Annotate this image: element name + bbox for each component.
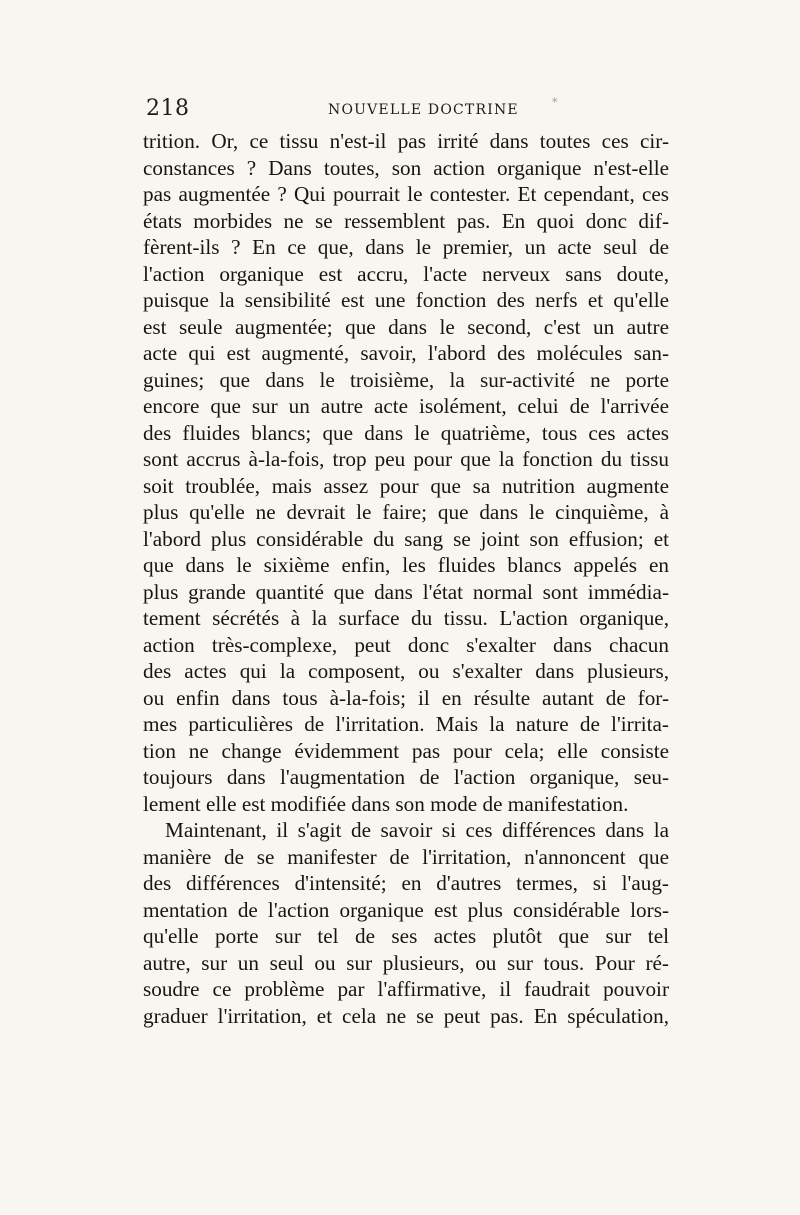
text-line: tement sécrétés à la surface du tissu. L'action organique,	[143, 606, 669, 630]
text-line: que dans le sixième enfin, les fluides blancs appelés en	[143, 553, 669, 577]
text-line: guines; que dans le troisième, la sur-activité ne porte	[143, 367, 669, 392]
text-line: fèrent-ils ? En ce que, dans le premier, un acte seul de	[143, 235, 669, 259]
text-line: constances ? Dans toutes, son action organique n'est-elle	[143, 155, 669, 180]
text-line: puisque la sensibilité est une fonction des nerfs et qu'elle	[143, 288, 669, 312]
text-line: plus grande quantité que dans l'état normal sont immédia-	[143, 579, 669, 604]
text-line: acte qui est augmenté, savoir, l'abord des molécules san-	[143, 341, 669, 365]
text-line: mes particulières de l'irritation. Mais la nature de l'irrita-	[143, 712, 669, 736]
text-line: l'abord plus considérable du sang se joint son effusion; et	[143, 526, 669, 551]
text-line: manière de se manifester de l'irritation, n'annoncent que	[143, 844, 669, 869]
text-line: pas augmentée ? Qui pourrait le contester. Et cependant, ces	[143, 182, 669, 206]
text-line: graduer l'irritation, et cela ne se peut pas. En spéculation,	[143, 1003, 669, 1028]
text-line: ou enfin dans tous à-la-fois; il en résulte autant de for-	[143, 685, 669, 710]
text-line: plus qu'elle ne devrait le faire; que dans le cinquième, à	[143, 500, 669, 524]
body-text	[143, 128, 669, 1029]
text-line: Maintenant, il s'agit de savoir si ces différences dans la	[165, 818, 669, 842]
text-line: des actes qui la composent, ou s'exalter dans plusieurs,	[143, 659, 669, 683]
text-line: tion ne change évidemment pas pour cela; elle consiste	[143, 738, 669, 763]
page-number: 218	[146, 96, 190, 121]
text-line: des différences d'intensité; en d'autres termes, si l'aug-	[143, 871, 669, 895]
text-line: états morbides ne se ressemblent pas. En quoi donc dif-	[143, 208, 669, 233]
text-line: l'action organique est accru, l'acte nerveux sans doute,	[143, 261, 669, 286]
text-line: trition. Or, ce tissu n'est-il pas irrité dans toutes ces cir-	[143, 129, 669, 153]
printer-mark: *	[552, 96, 558, 109]
text-line: sont accrus à-la-fois, trop peu pour que la fonction du tissu	[143, 447, 669, 471]
text-line: action très-complexe, peut donc s'exalter dans chacun	[143, 632, 669, 657]
running-head: NOUVELLE DOCTRINE	[328, 102, 519, 118]
text-line: encore que sur un autre acte isolément, celui de l'arrivée	[143, 394, 669, 418]
text-line: toujours dans l'augmentation de l'action organique, seu-	[143, 765, 669, 789]
text-line: lement elle est modifiée dans son mode de manifestation.	[143, 791, 629, 816]
text-line: soit troublée, mais assez pour que sa nutrition augmente	[143, 473, 669, 498]
text-line: autre, sur un seul ou sur plusieurs, ou sur tous. Pour ré-	[143, 950, 669, 975]
page-header	[146, 96, 672, 126]
text-line: est seule augmentée; que dans le second, c'est un autre	[143, 314, 669, 339]
text-line: mentation de l'action organique est plus considérable lors-	[143, 897, 669, 922]
text-line: des fluides blancs; que dans le quatrième, tous ces actes	[143, 420, 669, 445]
text-line: soudre ce problème par l'affirmative, il faudrait pouvoir	[143, 977, 669, 1001]
text-line: qu'elle porte sur tel de ses actes plutôt que sur tel	[143, 924, 669, 948]
